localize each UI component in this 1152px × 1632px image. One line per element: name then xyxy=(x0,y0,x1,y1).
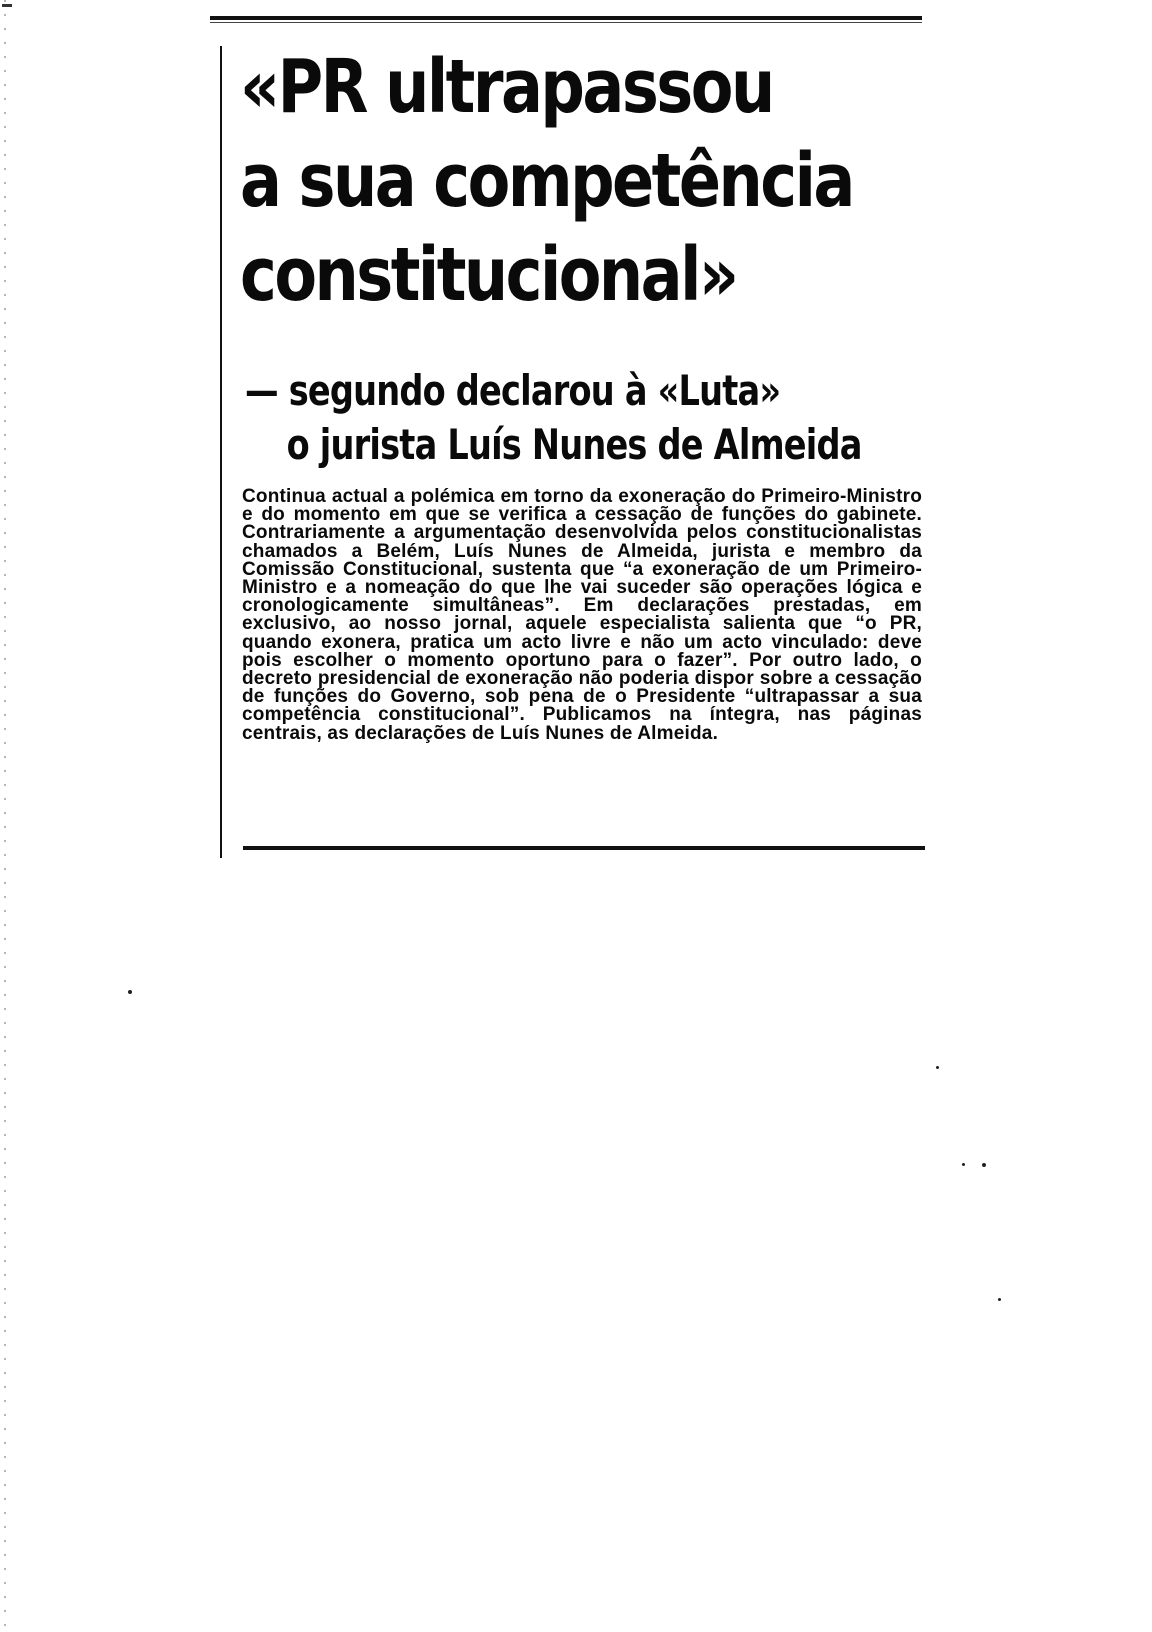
scan-speck xyxy=(962,1163,965,1166)
top-rule xyxy=(210,16,922,20)
headline-line-2: a sua competência xyxy=(240,138,853,224)
scan-edge xyxy=(4,0,6,1632)
headline-line-1: «PR ultrapassou xyxy=(240,44,773,130)
headline-line-3: constitucional» xyxy=(240,232,737,318)
scan-speck xyxy=(936,1066,939,1069)
headline xyxy=(240,40,853,322)
left-rule xyxy=(220,46,222,858)
scan-corner-mark xyxy=(2,4,12,7)
subhead-line-2: o jurista Luís Nunes de Almeida xyxy=(286,420,862,469)
bottom-rule xyxy=(243,846,925,850)
top-rule-thin xyxy=(210,22,922,23)
scan-speck xyxy=(998,1298,1001,1301)
article-body: Continua actual a polémica em torno da exoneração do Primeiro-Ministro e do momento em que se verifica a cessação de funções do gabinete. Contrariamente a argumentação desenvolvida pelos constitucionalistas chamados a Belém, Luís Nunes de Almeida, jurista e membro da Comissão Constitucional, sustenta que “a exoneração de um Primeiro-Ministro e a nomeação do que lhe vai suceder são operações lógica e cronologicamente simultâneas”. Em declarações prestadas, em exclusivo, ao nosso jornal, aquele especialista salienta que “o PR, quando exonera, pratica um acto livre e não um acto vinculado: deve pois escolher o momento oportuno para o fazer”. Por outro lado, o decreto presidencial de exoneração não poderia dispor sobre a cessação de funções do Governo, sob pena de o Presidente “ultrapassar a sua competência constitucional”. Publicamos na íntegra, nas páginas centrais, as declarações de Luís Nunes de Almeida. xyxy=(242,486,922,744)
scan-speck xyxy=(982,1163,986,1167)
scan-speck xyxy=(128,990,132,994)
subheadline xyxy=(245,364,862,472)
subhead-line-1: — segundo declarou à «Luta» xyxy=(245,366,781,415)
